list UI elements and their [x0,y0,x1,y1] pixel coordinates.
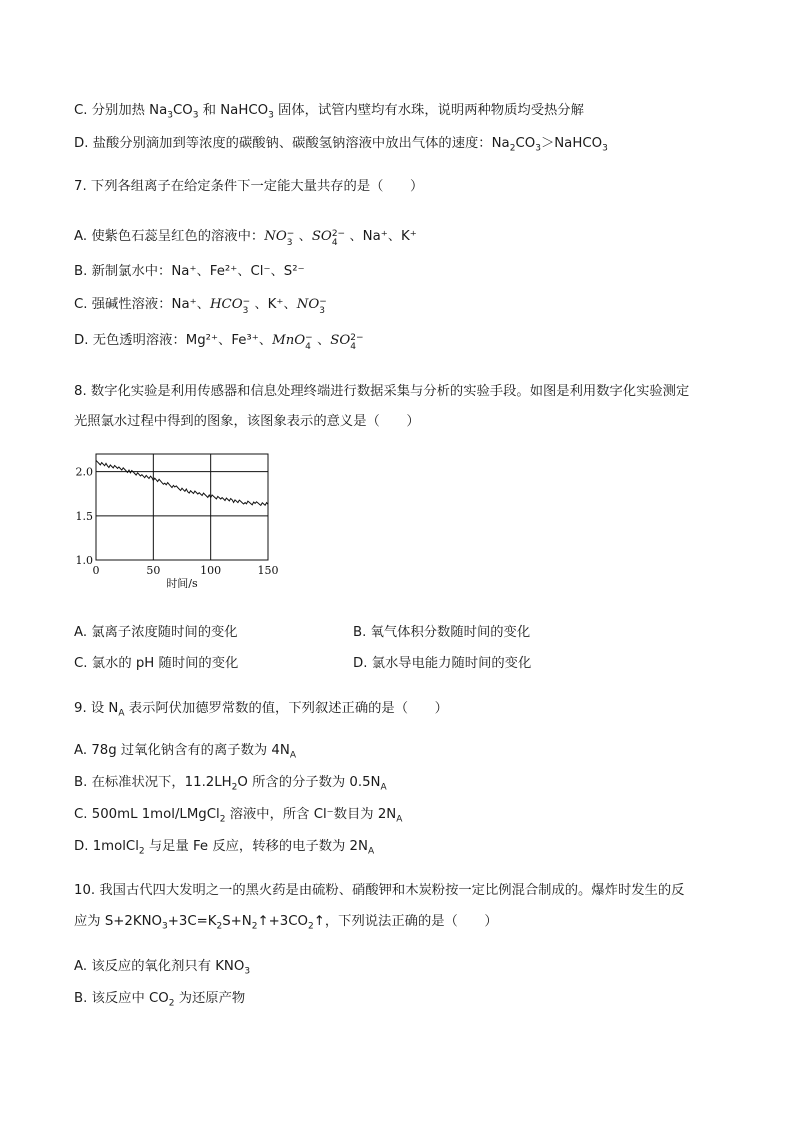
q7-option-b: B. 新制氯水中：Na⁺、Fe²⁺、Cl⁻、S²⁻ [74,264,305,279]
q10-stem-line1: 10. 我国古代四大发明之一的黑火药是由硫粉、硝酸钾和木炭粉按一定比例混合制成的。爆炸时发生的反 [74,883,685,898]
chart-y-tick-label: 1.5 [75,509,93,523]
q8-stem-line1: 8. 数字化实验是利用传感器和信息处理终端进行数据采集与分析的实验手段。如图是利用数字化实验测定 [74,384,690,399]
chart-x-tick-label: 100 [200,564,222,577]
q7-option-a: A. 使紫色石蕊呈红色的溶液中：NO − 3 、SO 2− 4 、Na⁺、K⁺ [74,229,417,248]
q9-option-d: D. 1molCl$_2$ 与足量 Fe 反应，转移的电子数为 $2N_A$ [74,839,375,857]
q7-option-c: C. 强碱性溶液：Na⁺、HCO − 3 、K⁺、NO − 3 [74,297,327,316]
q10-option-a: A. 该反应的氧化剂只有 $KNO_3$ [74,959,251,977]
q10-option-b: B. 该反应中 $CO_2$ 为还原产物 [74,991,246,1009]
chart-y-ticks [76,466,94,567]
q10-stem-line2: 应为 $S+2KNO_3+3C=K_2S+N_2↑+3CO_2↑$，下列说法正确的是（ ） [74,914,498,932]
chart-x-tick-label: 150 [257,564,279,577]
q8-option-a: A. 氯离子浓度随时间的变化 [74,625,238,640]
chart-y-tick-label: 2.0 [75,465,93,479]
q9-option-c: C. 500mL 1mol/LMgCl$_2$ 溶液中，所含 Cl⁻数目为 $2N_A$ [74,807,403,825]
q7-option-d: D. 无色透明溶液：Mg²⁺、Fe³⁺、MnO − 4 、SO 2− 4 [74,333,364,352]
q9-option-b: B. 在标准状况下，$11.2LH_2O$ 所含的分子数为 $0.5N_A$ [74,775,387,793]
q9-stem: 9. 设 $N_A$ 表示阿伏加德罗常数的值，下列叙述正确的是（ ） [74,701,448,719]
chart-x-ticks [93,564,279,577]
chart-x-tick-label: 0 [92,564,100,577]
q8-option-c: C. 氯水的 pH 随时间的变化 [74,656,239,671]
q8-stem-line2: 光照氯水过程中得到的图象，该图象表示的意义是（ ） [74,414,420,429]
q8-option-b: B. 氧气体积分数随时间的变化 [353,625,531,640]
chart-x-axis-label: 时间/s [166,577,198,588]
q7-stem: 7. 下列各组离子在给定条件下一定能大量共存的是（ ） [74,179,424,194]
chart-series-line [96,460,268,505]
q6-option-d: D. 盐酸分别滴加到等浓度的碳酸钠、碳酸氢钠溶液中放出气体的速度：$Na_2CO_3>NaHCO_3$ [74,136,608,154]
chart-x-tick-label: 50 [146,564,161,577]
q9-option-a: A. 78g 过氧化钠含有的离子数为 $4N_A$ [74,743,296,761]
q6-option-c: C. 分别加热 $Na_3CO_3$ 和 NaHCO$_3$ 固体，试管内壁均有水珠，说明两种物质均受热分解 [74,103,584,121]
q8-option-d: D. 氯水导电能力随时间的变化 [353,656,532,671]
chlorine-water-chart [66,448,296,588]
chart-y-tick-label: 1.0 [75,554,93,567]
